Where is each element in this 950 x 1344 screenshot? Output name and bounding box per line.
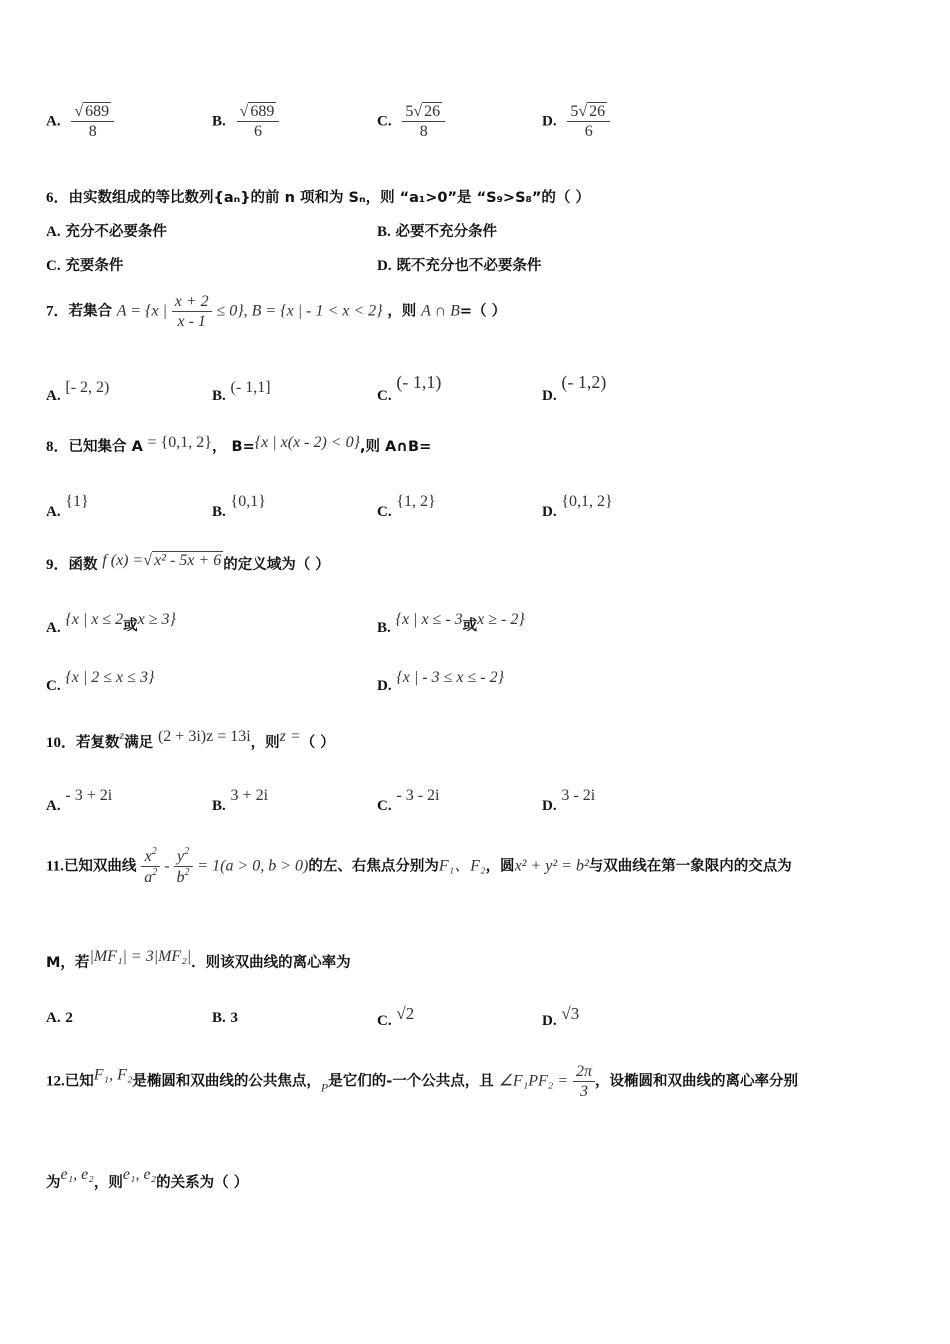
q6-option-a[interactable]: A. 充分不必要条件 <box>46 224 167 240</box>
option-text: 3 - 2i <box>561 787 596 804</box>
q11-option-a[interactable]: A. 2 <box>46 1010 73 1026</box>
option-text: √2 <box>396 1004 415 1023</box>
question-number: 7． <box>46 303 69 320</box>
option-text: {1, 2} <box>396 493 436 510</box>
set-b: {x | x(x - 2) < 0} <box>254 434 360 451</box>
option-text: 2 <box>65 1010 73 1026</box>
q8-option-b[interactable]: B. {0,1} <box>212 493 266 520</box>
set-a: A = {x | <box>116 302 167 320</box>
option-text: {x | - 3 ≤ x ≤ - 2} <box>396 669 504 686</box>
q6-option-c[interactable]: C. 充要条件 <box>46 258 124 274</box>
q8-option-d[interactable]: D. {0,1, 2} <box>542 493 613 520</box>
q9-option-c[interactable]: C. {x | 2 ≤ x ≤ 3} <box>46 669 155 694</box>
option-text: {x | x ≤ - 3 <box>395 611 463 628</box>
option-label: D. <box>542 113 557 130</box>
option-text: 3 + 2i <box>230 787 269 804</box>
option-label: C. <box>377 113 392 130</box>
fraction: $\frac{5√ 26}{8}$ <box>402 102 445 141</box>
option-text: [- 2, 2) <box>65 379 110 396</box>
set-a: = {0,1, 2} <box>147 434 212 451</box>
question-6 <box>46 186 590 207</box>
q10-option-a[interactable]: A. - 3 + 2i <box>46 787 113 814</box>
fraction: $\frac{√ 689}{6}$ <box>237 102 280 141</box>
option-label: A. <box>46 113 61 130</box>
option-text: 必要不充分条件 <box>395 224 498 240</box>
circle-equation: x² + y² = b² <box>514 857 589 875</box>
option-text: - 3 + 2i <box>65 787 113 804</box>
q9-option-d[interactable]: D. {x | - 3 ≤ x ≤ - 2} <box>377 669 504 694</box>
q9-option-b[interactable]: B. {x | x ≤ - 3或x ≥ - 2} <box>377 611 525 636</box>
q10-option-b[interactable]: B. 3 + 2i <box>212 787 269 814</box>
option-text: (- 1,1] <box>230 379 271 396</box>
question-11: 11.已知双曲线 $\frac{x^2}{a^2}$ - $\frac{y^2}{b^2}$ = 1(a > 0, b > 0)的左、右焦点分别为F₁、F₂，圆x² + y² = b²与双曲线在第一象限内的交点为 <box>46 846 792 887</box>
q11-option-d[interactable]: D. √3 <box>542 1004 580 1029</box>
q7-option-c[interactable]: C. (- 1,1) <box>377 372 442 404</box>
fraction: $\frac{√ 689}{8}$ <box>71 102 114 141</box>
q8-option-a[interactable]: A. {1} <box>46 493 89 520</box>
q5-option-b[interactable] <box>212 102 279 141</box>
q7-option-a[interactable]: A. [- 2, 2) <box>46 379 110 404</box>
q6-option-b[interactable]: B. 必要不充分条件 <box>377 224 498 240</box>
option-text: {x | 2 ≤ x ≤ 3} <box>65 669 155 686</box>
q11-option-b[interactable]: B. 3 <box>212 1010 239 1026</box>
question-9: 9．函数 f (x) =√ x² - 5x + 6 的定义域为（ ） <box>46 552 330 573</box>
question-7: 7．若集合 A = {x | $\frac{x + 2}{x - 1}$ ≤ 0}, B = {x | - 1 < x < 2} ，则 A ∩ B=（ ） <box>46 293 507 331</box>
question-number: 11. <box>46 858 64 875</box>
q10-option-d[interactable]: D. 3 - 2i <box>542 787 596 814</box>
q8-option-c[interactable]: C. {1, 2} <box>377 493 436 520</box>
option-text: 3 <box>230 1010 239 1026</box>
option-text: 充分不必要条件 <box>65 224 167 240</box>
equation: (2 + 3i)z = 13i <box>157 728 251 745</box>
intersection: A ∩ B <box>421 302 460 320</box>
fraction: $\frac{x + 2}{x - 1}$ <box>172 292 212 331</box>
q7-option-b[interactable]: B. (- 1,1] <box>212 379 271 404</box>
option-text: {0,1, 2} <box>561 493 613 510</box>
q9-option-a[interactable]: A. {x | x ≤ 2或x ≥ 3} <box>46 611 176 636</box>
function-expression: f (x) =√ x² - 5x + 6 <box>102 552 222 569</box>
question-number: 8． <box>46 439 69 455</box>
question-12: 12.已知F₁, F₂是椭圆和双曲线的公共焦点，$_P$是它们的-一个公共点，且 ∠F₁PF₂ = $\frac{2\pi}{3}$ ，设椭圆和双曲线的离心率分别 <box>46 1063 798 1101</box>
option-text: √3 <box>561 1004 580 1023</box>
question-number: 9． <box>46 557 69 573</box>
question-12-line-2: 为e₁, e₂，则e₁, e₂的关系为（ ） <box>46 1166 249 1191</box>
fraction: $\frac{y^2}{b^2}$ <box>174 846 193 887</box>
angle: ∠F₁PF₂ = <box>498 1072 569 1090</box>
q10-option-c[interactable]: C. - 3 - 2i <box>377 787 440 814</box>
q11-option-c[interactable]: C. √2 <box>377 1004 415 1029</box>
option-text: - 3 - 2i <box>396 787 440 804</box>
fraction: $\frac{5√ 26}{6}$ <box>567 102 610 141</box>
q5-option-a[interactable] <box>46 102 114 141</box>
option-text: 充要条件 <box>65 258 124 274</box>
question-8: 8．已知集合 A = {0,1, 2}， B={x | x(x - 2) < 0},则 A∩B= <box>46 434 432 455</box>
question-text: 由实数组成的等比数列{aₙ}的前 n 项和为 Sₙ，则 “a₁>0”是 “S₉>S₈”的（ ） <box>68 190 590 206</box>
q7-option-d[interactable]: D. (- 1,2) <box>542 372 607 404</box>
question-number: 10． <box>46 735 77 751</box>
question-number: 12. <box>46 1073 65 1090</box>
set-b: , B = {x | - 1 < x < 2} <box>243 302 383 320</box>
question-11-line-2: M，若|MF₁| = 3|MF₂|．则该双曲线的离心率为 <box>46 948 351 971</box>
q5-option-c[interactable] <box>377 102 445 141</box>
question-number: 6． <box>46 190 69 206</box>
option-text: 既不充分也不必要条件 <box>396 258 542 274</box>
option-label: B. <box>212 113 226 130</box>
fraction: $\frac{x^2}{a^2}$ <box>141 846 160 887</box>
q6-option-d[interactable]: D. 既不充分也不必要条件 <box>377 258 542 274</box>
condition: |MF₁| = 3|MF₂| <box>89 948 192 965</box>
option-text: (- 1,1) <box>396 372 442 392</box>
equation: = 1(a > 0, b > 0) <box>197 857 309 875</box>
question-10: 10．若复数$^z$满足 (2 + 3i)z = 13i，则z =（ ） <box>46 728 335 751</box>
option-text: (- 1,2) <box>561 372 607 392</box>
fraction: $\frac{2\pi}{3}$ <box>573 1062 595 1101</box>
option-text: {1} <box>65 493 89 510</box>
option-text: {0,1} <box>230 493 266 510</box>
option-text: {x | x ≤ 2 <box>65 611 124 628</box>
q5-option-d[interactable] <box>542 102 610 141</box>
